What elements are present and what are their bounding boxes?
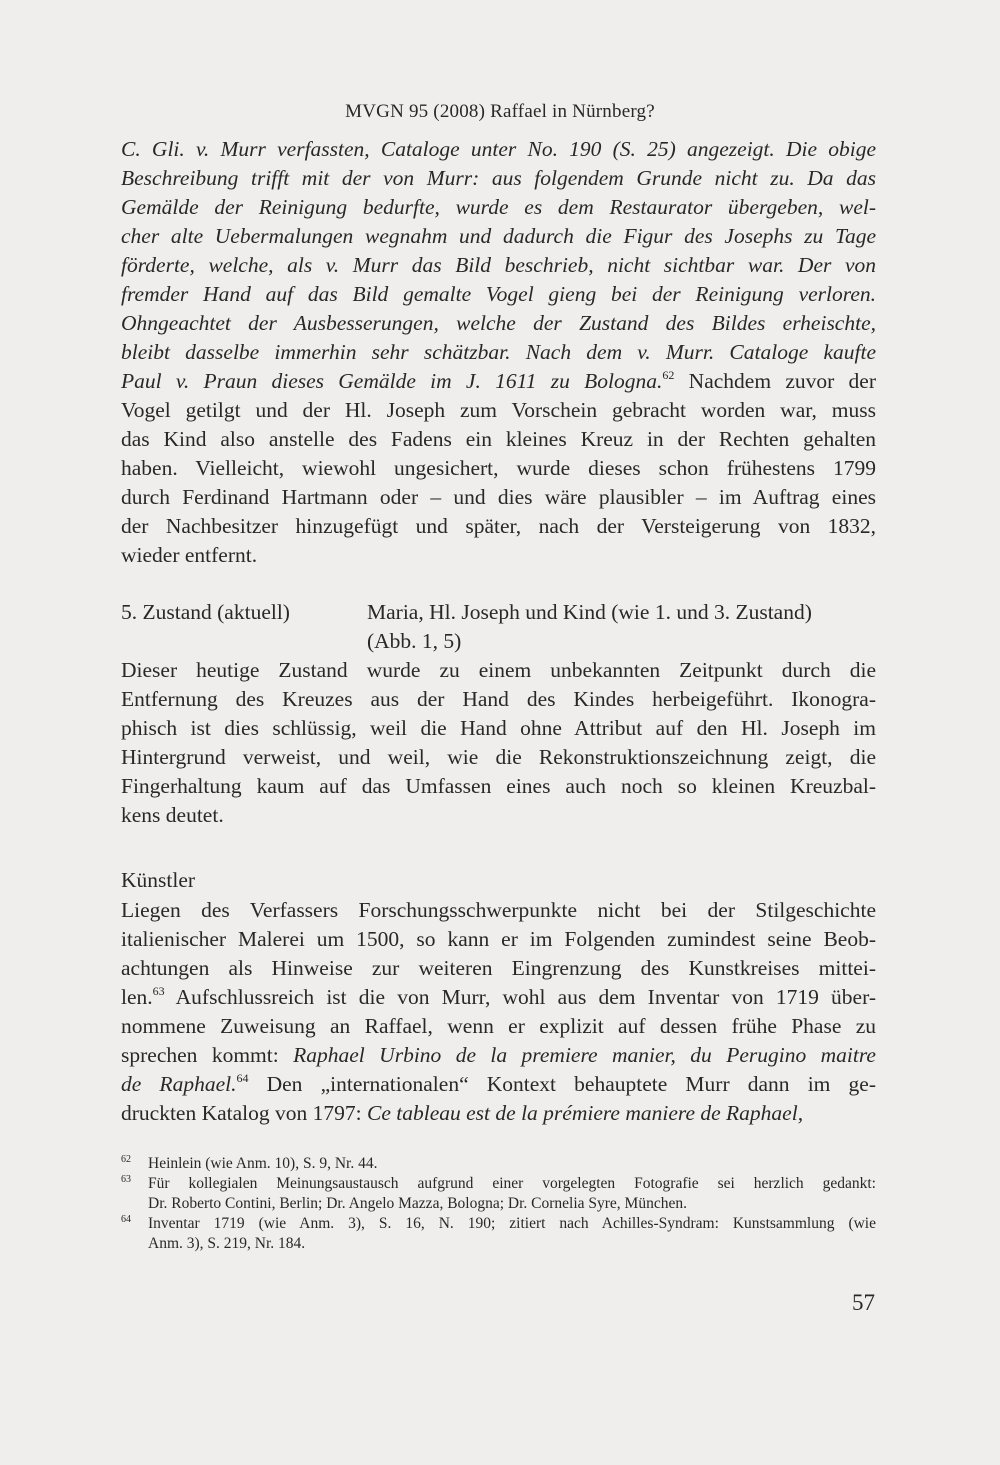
- text-run: phisch ist dies schlüssig, weil die Hand ohne Attribut auf den Hl. Joseph im: [121, 716, 876, 740]
- footnote-text: Dr. Roberto Contini, Berlin; Dr. Angelo Mazza, Bologna; Dr. Cornelia Syre, München.: [148, 1195, 687, 1212]
- text-run: Entfernung des Kreuzes aus der Hand des Kindes herbeigeführt. Ikonogra-: [121, 687, 876, 711]
- text-line: [121, 367, 876, 396]
- text-run: Dieser heutige Zustand wurde zu einem unbekannten Zeitpunkt durch die: [121, 658, 876, 682]
- footnote-text: Für kollegialen Meinungsaustausch aufgrund einer vorgelegten Fotografie sei herzlich gedankt:: [148, 1175, 876, 1192]
- paragraph-current-state: [121, 656, 876, 830]
- italic-text: Gemälde der Reinigung bedurfte, wurde es dem Restaurator übergeben, wel-: [121, 195, 876, 219]
- text-line: [121, 1012, 876, 1041]
- italic-text: Ohngeachtet der Ausbesserungen, welche der Zustand des Bildes erheischte,: [121, 311, 876, 335]
- footnote-text: Inventar 1719 (wie Anm. 3), S. 16, N. 190; zitiert nach Achilles-Syndram: Kunstsammlung (wie: [148, 1215, 876, 1232]
- section-heading: Künstler: [121, 868, 196, 892]
- text-run: der Nachbesitzer hinzugefügt und später, nach der Versteigerung von 1832,: [121, 514, 876, 538]
- footnote-ref: 62: [662, 368, 675, 382]
- text-line: [121, 801, 876, 830]
- text-run: Aufschlussreich ist die von Murr, wohl aus dem Inventar von 1719 über-: [164, 985, 876, 1009]
- text-line: [121, 193, 876, 222]
- state-desc-line: Maria, Hl. Joseph und Kind (wie 1. und 3. Zustand): [367, 600, 812, 624]
- text-run: Vogel getilgt und der Hl. Joseph zum Vorschein gebracht worden war, muss: [121, 398, 876, 422]
- text-line: [121, 280, 876, 309]
- italic-text: Raphael Urbino de la premiere manier, du Perugino maitre: [293, 1043, 876, 1067]
- text-run: kens deutet.: [121, 803, 224, 827]
- text-run: sprechen kommt:: [121, 1043, 294, 1067]
- text-run: druckten Katalog von 1797:: [121, 1101, 368, 1125]
- text-run: len.: [121, 985, 153, 1009]
- text-line: [121, 338, 876, 367]
- state-description: [367, 598, 877, 656]
- paragraph-lines: [121, 656, 876, 830]
- text-line: [121, 222, 876, 251]
- page-number: 57: [852, 1290, 875, 1315]
- text-line: [121, 396, 876, 425]
- footnote: [121, 1174, 876, 1214]
- italic-text: bleibt dasselbe immerhin sehr schätzbar. Nach dem v. Murr. Cataloge kaufte: [121, 340, 876, 364]
- paragraph-lines: [121, 135, 876, 570]
- footnote-number: 62: [121, 1154, 131, 1165]
- text-run: nommene Zuweisung an Raffael, wenn er explizit auf dessen frühe Phase zu: [121, 1014, 876, 1038]
- text-line: [121, 1041, 876, 1070]
- text-run: Den „internationalen“ Kontext behauptete Murr dann im ge-: [248, 1072, 876, 1096]
- text-line: [121, 251, 876, 280]
- text-run: durch Ferdinand Hartmann oder – und dies wäre plausibler – im Auftrag eines: [121, 485, 876, 509]
- text-line: [121, 743, 876, 772]
- text-line: [121, 512, 876, 541]
- text-line: [121, 772, 876, 801]
- italic-text: Paul v. Praun dieses Gemälde im J. 1611 zu Bologna.: [121, 369, 663, 393]
- text-line: [121, 1099, 876, 1128]
- state-desc-line: (Abb. 1, 5): [367, 629, 462, 653]
- text-line: [121, 896, 876, 925]
- paragraph-artist: [121, 896, 876, 1128]
- footnotes: [121, 1154, 876, 1254]
- text-run: Nachdem zuvor der: [674, 369, 876, 393]
- text-run: Liegen des Verfassers Forschungsschwerpunkte nicht bei der Stilgeschichte: [121, 898, 876, 922]
- text-line: [121, 685, 876, 714]
- footnote-text: Anm. 3), S. 219, Nr. 184.: [148, 1235, 306, 1252]
- footnote-number: 64: [121, 1214, 131, 1225]
- text-line: [121, 541, 876, 570]
- text-run: achtungen als Hinweise zur weiteren Eingrenzung des Kunstkreises mittei-: [121, 956, 876, 980]
- text-line: [121, 309, 876, 338]
- text-line: [121, 1070, 876, 1099]
- text-run: Hintergrund verweist, und weil, wie die Rekonstruktionszeichnung zeigt, die: [121, 745, 876, 769]
- italic-text: Ce tableau est de la prémiere maniere de Raphael,: [367, 1101, 804, 1125]
- text-run: haben. Vielleicht, wiewohl ungesichert, wurde dieses schon frühestens 1799: [121, 456, 876, 480]
- text-line: [121, 714, 876, 743]
- text-run: wieder entfernt.: [121, 543, 258, 567]
- text-line: [121, 425, 876, 454]
- text-run: das Kind also anstelle des Fadens ein kleines Kreuz in der Rechten gehalten: [121, 427, 876, 451]
- italic-text: Beschreibung trifft mit der von Murr: aus folgendem Grunde nicht zu. Da das: [121, 166, 876, 190]
- text-line: [121, 454, 876, 483]
- italic-text: fremder Hand auf das Bild gemalte Vogel gieng bei der Reinigung verloren.: [121, 282, 876, 306]
- text-run: italienischer Malerei um 1500, so kann er im Folgenden zumindest seine Beob-: [121, 927, 876, 951]
- italic-text: cher alte Uebermalungen wegnahm und dadurch die Figur des Josephs zu Tage: [121, 224, 876, 248]
- footnote-ref: 63: [152, 984, 165, 998]
- paragraph-lines: [121, 896, 876, 1128]
- footnote-ref: 64: [236, 1071, 249, 1085]
- text-line: [121, 135, 876, 164]
- text-line: [121, 954, 876, 983]
- text-run: Fingerhaltung kaum auf das Umfassen eines auch noch so kleinen Kreuzbal-: [121, 774, 876, 798]
- italic-text: förderte, welche, als v. Murr das Bild beschrieb, nicht sichtbar war. Der von: [121, 253, 876, 277]
- italic-text: de Raphael.: [121, 1072, 237, 1096]
- text-line: [121, 164, 876, 193]
- text-line: [121, 656, 876, 685]
- running-head: MVGN 95 (2008) Raffael in Nürnberg?: [345, 101, 655, 122]
- footnote-number: 63: [121, 1174, 131, 1185]
- text-line: [121, 483, 876, 512]
- footnote-text: Heinlein (wie Anm. 10), S. 9, Nr. 44.: [148, 1155, 378, 1172]
- footnote: [121, 1154, 876, 1174]
- paragraph-quote-murr: [121, 135, 876, 570]
- text-line: [121, 983, 876, 1012]
- state-label: 5. Zustand (aktuell): [121, 600, 290, 624]
- footnote: [121, 1214, 876, 1254]
- italic-text: C. Gli. v. Murr verfassten, Cataloge unter No. 190 (S. 25) angezeigt. Die obige: [121, 137, 876, 161]
- text-line: [121, 925, 876, 954]
